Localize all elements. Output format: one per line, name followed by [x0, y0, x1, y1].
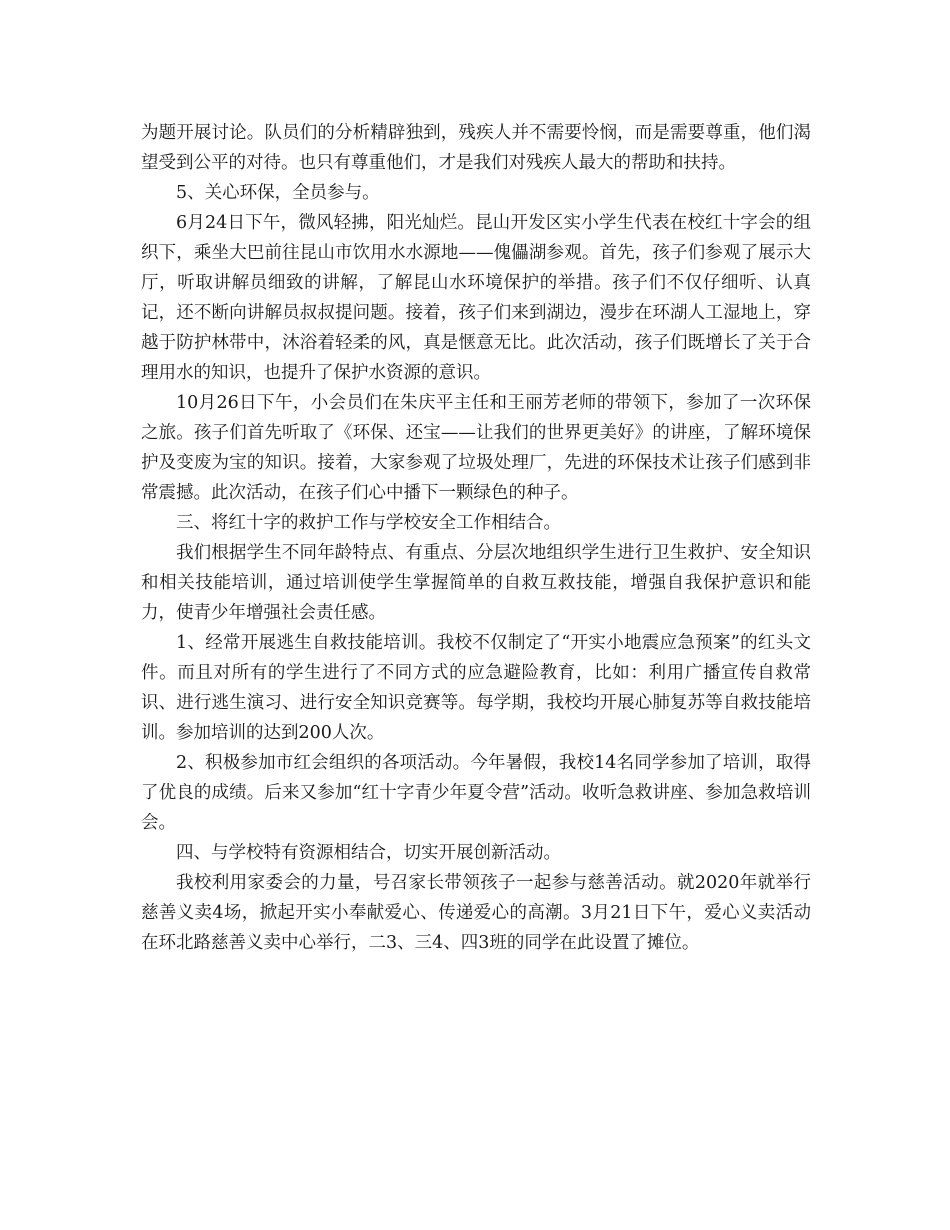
paragraph-continuation: 为题开展讨论。队员们的分析精辟独到，残疾人并不需要怜悯，而是需要尊重，他们渴望受到公平的对待。也只有尊重他们，才是我们对残疾人最大的帮助和扶持。 [141, 123, 811, 173]
document-page [141, 118, 811, 958]
paragraph-june-24: 6月24日下午，微风轻拂，阳光灿烂。昆山开发区实小学生代表在校红十字会的组织下，乘坐大巴前往昆山市饮用水水源地——傀儡湖参观。首先，孩子们参观了展示大厅，听取讲解员细致的讲解，了解昆山水环境保护的举措。孩子们不仅仔细听、认真记，还不断向讲解员叔叔提问题。接着，孩子们来到湖边，漫步在环湖人工湿地上，穿越于防护林带中，沐浴着轻柔的风，真是惬意无比。此次活动，孩子们既增长了关于合理用水的知识，也提升了保护水资源的意识。 [141, 213, 811, 383]
paragraph-heading-5: 5、关心环保，全员参与。 [176, 183, 380, 203]
paragraph-oct-26: 10月26日下午，小会员们在朱庆平主任和王丽芳老师的带领下，参加了一次环保之旅。孩子们首先听取了《环保、还宝——让我们的世界更美好》的讲座，了解环境保护及变废为宝的知识。接着，大家参观了垃圾处理厂，先进的环保技术让孩子们感到非常震撼。此次活动，在孩子们心中播下一颗绿色的种子。 [141, 393, 811, 503]
paragraph-section-3-heading: 三、将红十字的救护工作与学校安全工作相结合。 [176, 513, 561, 533]
paragraph-charity-sale: 我校利用家委会的力量，号召家长带领孩子一起参与慈善活动。就2020年就举行慈善义卖4场，掀起开实小奉献爱心、传递爱心的高潮。3月21日下午，爱心义卖活动在环北路慈善义卖中心举行，二3、三4、四3班的同学在此设置了摊位。 [141, 873, 811, 953]
paragraph-item-1: 1、经常开展逃生自救技能培训。我校不仅制定了“开实小地震应急预案”的红头文件。而且对所有的学生进行了不同方式的应急避险教育，比如：利用广播宣传自救常识、进行逃生演习、进行安全知识竞赛等。每学期，我校均开展心肺复苏等自救技能培训。参加培训的达到200人次。 [141, 633, 811, 743]
paragraph-section-4-heading: 四、与学校特有资源相结合，切实开展创新活动。 [176, 843, 561, 863]
paragraph-item-2: 2、积极参加市红会组织的各项活动。今年暑假，我校14名同学参加了培训，取得了优良的成绩。后来又参加“红十字青少年夏令营”活动。收听急救讲座、参加急救培训会。 [141, 753, 811, 833]
paragraph-training-intro: 我们根据学生不同年龄特点、有重点、分层次地组织学生进行卫生救护、安全知识和相关技能培训，通过培训使学生掌握简单的自救互救技能，增强自我保护意识和能力，使青少年增强社会责任感。 [141, 543, 811, 623]
